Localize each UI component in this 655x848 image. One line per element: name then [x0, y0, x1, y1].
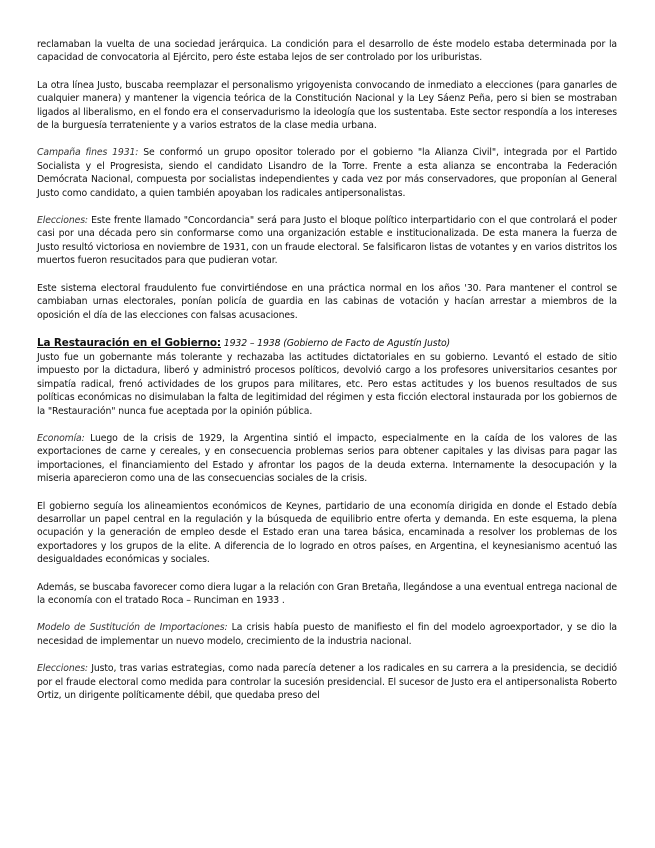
paragraph-fraud-system — [37, 282, 617, 322]
paragraph-lead: Campaña fines 1931: — [37, 147, 139, 159]
paragraph-campaign-1931 — [37, 146, 617, 200]
paragraph-text: Luego de la crisis de 1929, la Argentina sintió el impacto, especialmente en la caída de los valores de las exportaciones de carne y cereales, y en consecuencia problemas serios para obtener capitales y las divisas para pagar las importaciones, el financiamiento del Estado y afrontar los pagos de la deuda externa. Internamente la desocupación y la miseria aparecieron como una de las consecuencias sociales de la crisis. — [37, 432, 617, 485]
paragraph-text: Se conformó un grupo opositor tolerado por el gobierno "la Alianza Civil", integrada por el Partido Socialista y el Progresista, siendo el candidato Lisandro de la Torre. Frente a esta alianza se encontraba la Federación Demócrata Nacional, compuesta por socialistas independientes y cada vez por más conservadores, que proponían al General Justo como candidato, a quien también apoyaban los radicales antipersonalistas. — [37, 147, 618, 199]
section-title: La Restauración en el Gobierno: — [37, 336, 221, 349]
paragraph-text: Justo, tras varias estrategias, como nada parecía detener a los radicales en su carrera a la presidencia, se decidió por el fraude electoral como medida para controlar la sucesión presidencial. El sucesor de Justo era el antipersonalista Roberto Ortiz, un dirigente políticamente débil, que quedaba preso del — [37, 663, 617, 702]
paragraph-elections-ortiz — [37, 662, 617, 702]
section-heading — [37, 336, 617, 351]
paragraph-roca-runciman — [37, 581, 617, 608]
paragraph-text: reclamaban la vuelta de una sociedad jerárquica. La condición para el desarrollo de éste modelo estaba determinada por la capacidad de convocatoria al Ejército, pero éste estaba lejos de ser controlado por los uriburistas. — [37, 39, 617, 64]
paragraph-import-substitution — [37, 621, 617, 648]
paragraph-lead: Elecciones: — [37, 663, 88, 675]
document-page — [37, 38, 617, 716]
section-subtitle: 1932 – 1938 (Gobierno de Facto de Agustín Justo) — [220, 337, 451, 349]
paragraph-lead: Economía: — [37, 432, 85, 444]
paragraph-text: El gobierno seguía los alineamientos económicos de Keynes, partidario de una economía dirigida en donde el Estado debía desarrollar un papel central en la regulación y la búsqueda de equilibrio entre oferta y demanda. En este esquema, la plena ocupación y la generación de empleo desde el Estado eran una tarea básica, encaminada a resolver los problemas de los exportadores y los grupos de la elite. A diferencia de lo logrado en otros países, en Argentina, el keynesianismo acentuó las desigualdades económicas y sociales. — [37, 500, 617, 566]
paragraph-lead: Elecciones: — [37, 215, 88, 227]
paragraph-lead: Modelo de Sustitución de Importaciones: — [37, 622, 228, 634]
paragraph-text: La crisis había puesto de manifiesto el fin del modelo agroexportador, y se dio la necesidad de implementar un nuevo modelo, crecimiento de la industria nacional. — [37, 622, 617, 647]
paragraph-economy — [37, 432, 617, 486]
paragraph-text: Este sistema electoral fraudulento fue convirtiéndose en una práctica normal en los años '30. Para mantener el control se cambiaban urnas electorales, ponían policía de guardia en las cabinas de votación y hacían arrestar a miembros de la oposición el día de las elecciones con falsas acusaciones. — [37, 282, 617, 321]
paragraph-text: La otra línea Justo, buscaba reemplazar el personalismo yrigoyenista convocando de inmediato a elecciones (para ganarles de cualquier manera) y mantener la vigencia teórica de la Constitución Nacional y la Ley Sáenz Peña, pero si bien se mostraban ligados al liberalismo, en el fondo era el conservadurismo la ideología que los sustentaba. Este sector respondía a los intereses de la burguesía terrateniente y a varios estratos de la clase media urbana. — [37, 79, 617, 132]
paragraph-text: Este frente llamado "Concordancia" será para Justo el bloque político interpartidario con el que controlará el poder casi por una década pero sin conformarse como una organización estable e institucionalizada. De esta manera la fuerza de Justo resultó victoriosa en noviembre de 1931, con un fraude electoral. Se falsificaron listas de votantes y en varios distritos los muertos fueron resucitados para que pudieran votar. — [37, 215, 617, 267]
paragraph-uriburistas — [37, 38, 617, 65]
paragraph-text: Justo fue un gobernante más tolerante y rechazaba las actitudes dictatoriales en su gobierno. Levantó el estado de sitio impuesto por la dictadura, liberó y administró procesos políticos, devolvió cargo a los profesores universitarios cesantes por simpatía radical, frenó actividades de los grupos para militares, etc. Pero estas actitudes y los buenos resultados de sus políticas económicas no disimulaban la falta de legitimidad del régimen y esta ficción electoral instaurada por los gobiernos de la "Restauración" nunca fue aceptada por la opinión pública. — [37, 351, 617, 417]
paragraph-text: Además, se buscaba favorecer como diera lugar a la relación con Gran Bretaña, llegándose a una eventual entrega nacional de la economía con el tratado Roca – Runciman en 1933 . — [37, 581, 617, 606]
paragraph-justo-government — [37, 351, 617, 418]
paragraph-keynes — [37, 500, 617, 567]
paragraph-justo-line — [37, 79, 617, 133]
paragraph-elections-concordancia — [37, 214, 617, 268]
